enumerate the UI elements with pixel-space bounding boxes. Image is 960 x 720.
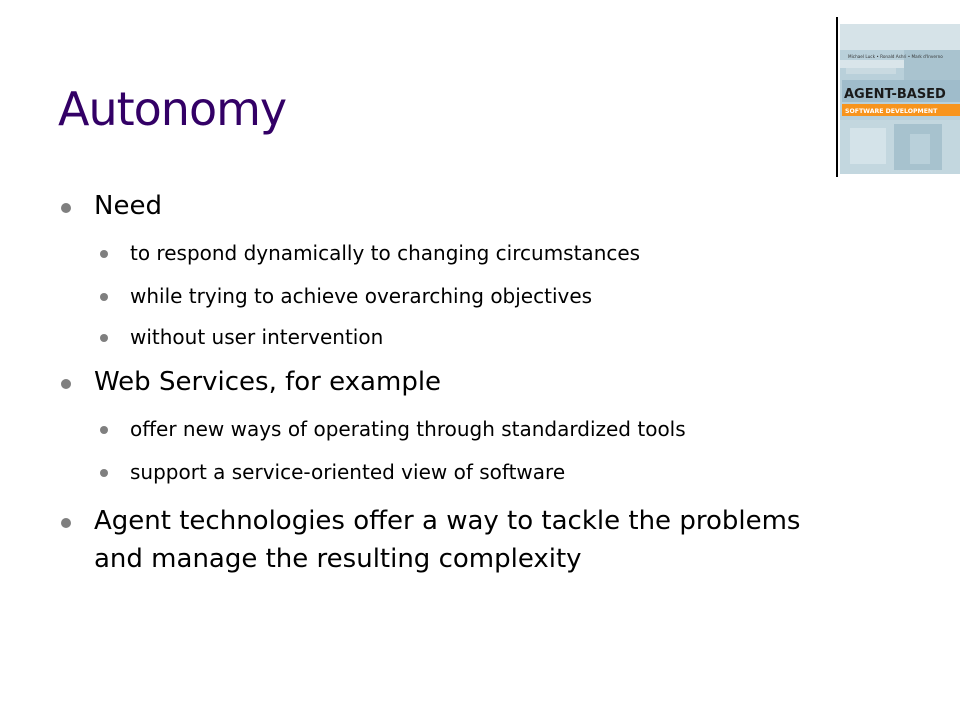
bullet-need <box>94 187 814 225</box>
sub-bullet-text: offer new ways of operating through standardized tools <box>130 417 686 441</box>
sub-bullet-dot <box>100 293 108 301</box>
bullet-dot <box>61 518 71 528</box>
sub-bullet <box>130 324 850 350</box>
slide-title: Autonomy <box>58 82 287 136</box>
sub-bullet-dot <box>100 334 108 342</box>
sub-bullet-text: support a service-oriented view of software <box>130 460 566 484</box>
sub-bullet-dot <box>100 250 108 258</box>
bullet-web-services <box>94 363 814 401</box>
sub-bullet <box>130 459 850 485</box>
book-cover-authors: Michael Luck • Ronald Ashri • Mark d'Inverno <box>848 54 943 59</box>
bullet-dot <box>61 379 71 389</box>
sub-bullet <box>130 283 850 309</box>
sub-bullet-text: without user intervention <box>130 325 384 349</box>
bullet-text: Web Services, for example <box>94 367 442 397</box>
bullet-text: Agent technologies offer a way to tackle the problems and manage the resulting complexity <box>94 506 801 574</box>
sub-bullet <box>130 240 850 266</box>
book-cover-title: AGENT-BASED <box>844 87 946 102</box>
sub-bullet <box>130 416 850 442</box>
sub-bullet-text: to respond dynamically to changing circumstances <box>130 241 641 265</box>
sub-bullet-text: while trying to achieve overarching objectives <box>130 284 593 308</box>
book-cover-subtitle: SOFTWARE DEVELOPMENT <box>845 108 938 115</box>
bullet-text: Need <box>94 191 162 221</box>
bullet-agent-technologies <box>94 502 814 578</box>
sub-bullet-dot <box>100 426 108 434</box>
bullet-dot <box>61 203 71 213</box>
sub-bullet-dot <box>100 469 108 477</box>
